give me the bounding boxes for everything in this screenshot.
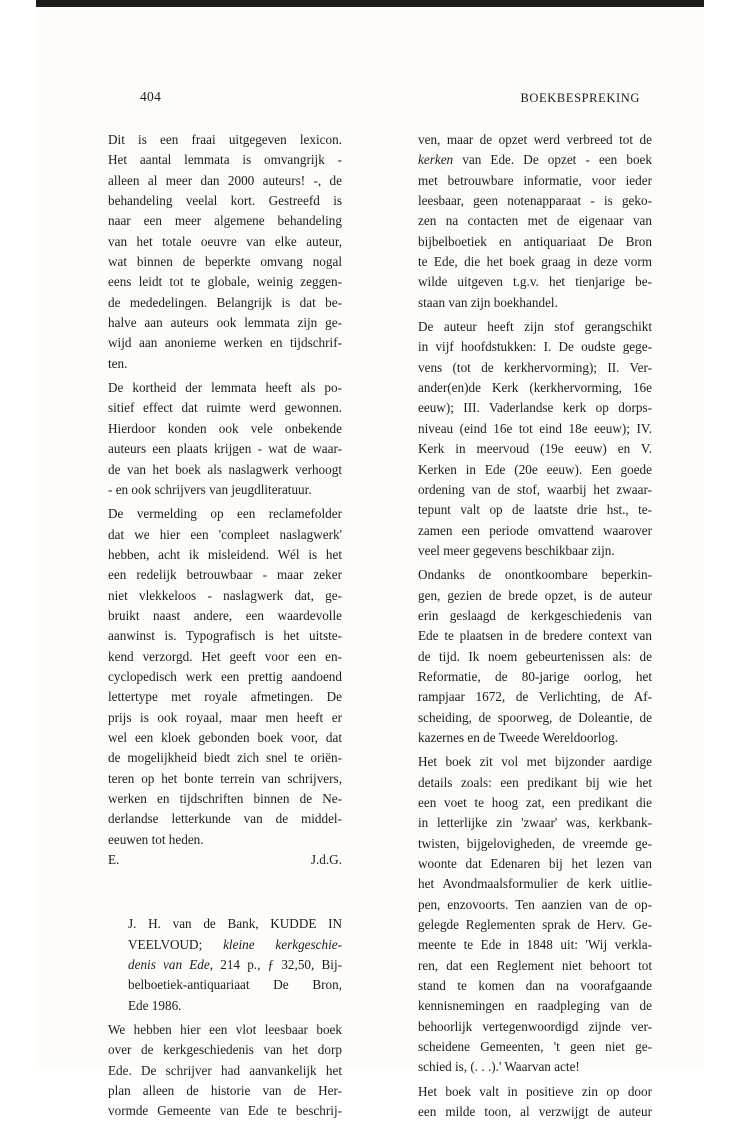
text-line: erin geslaagd de kerkgeschiedenis van (418, 607, 652, 623)
text-line: de tijd. Ik noem gebeurtenissen als: de (418, 648, 652, 664)
text-line: wijd aan anonieme werken en tijdschrif- (108, 335, 342, 351)
reviewer-initials: J.d.G. (310, 852, 342, 868)
text-line: van het totale oeuvre van elke auteur, (108, 233, 342, 249)
text-line: behandeling veelal kort. Gestreefd is (108, 193, 342, 209)
text-line: Het aantal lemmata is omvangrijk - (108, 152, 342, 168)
line: ven, maar de opzet werd verbreed tot de (418, 132, 652, 147)
text-line: zen na contacten met de eigenaar van (418, 213, 652, 229)
text-line: scheiding, de spoorweg, de Doleantie, de (418, 709, 652, 725)
text-line: Ede te plaatsen in de bredere context van (418, 628, 652, 644)
text-line: Kerk in meervoud (19e eeuw) en V. (418, 441, 652, 457)
text-line: het Avondmaalsformulier de kerk uitlie- (418, 876, 652, 892)
text-line: ten. (108, 355, 128, 371)
text-line: vormde Gemeente van Ede te beschrij- (108, 1103, 342, 1119)
text-line: een redelijk betrouwbaar - maar zeker (108, 567, 342, 583)
text-line: Reformatie, de 80-jarige oorlog, het (418, 668, 652, 684)
text-line: De vermelding op een reclamefolder (108, 506, 342, 522)
running-head: BOEKBESPREKING (520, 91, 640, 105)
text-line: Kerken in Ede (20e eeuw). Een goede (418, 461, 652, 477)
review2-heading (108, 914, 342, 1016)
text-line: Hierdoor konden ook vele onbekende (108, 420, 342, 436)
text-line: een voet te hoog zat, een predikant die (418, 795, 652, 810)
text-line: teren op het bonte terrein van schrijvers, (108, 770, 342, 786)
text-line: eeuwen tot heden. (108, 831, 204, 847)
text-line: naar een meer algemene behandeling (108, 213, 342, 229)
text-line: wilde uitgeven t.g.v. het tienjarige be- (418, 274, 652, 290)
text-line: - en ook schrijvers van jeugdliteratuur. (108, 481, 312, 497)
text-line: pen, enzovoorts. Ten aanzien van de op- (418, 896, 652, 912)
signature-initial: E. (108, 852, 120, 868)
text-line: ander(en)de Kerk (kerkhervorming, 16e (418, 380, 652, 396)
review2-paragraph-2 (418, 317, 652, 561)
text-line: De kortheid der lemmata heeft als po- (108, 380, 342, 396)
review2-heading-line-3: denis van Ede, 214 p., ƒ 32,50, Bij- (128, 957, 342, 973)
text-line: staan van zijn boekhandel. (418, 294, 558, 310)
text-line: dat we hier een 'compleet naslagwerk' (108, 526, 342, 542)
text-line: in vijf hoofdstukken: I. De oudste gege- (418, 339, 652, 355)
text-line: niet vlekkeloos - naslagwerk dat, ge- (108, 587, 342, 603)
text-line: sitief effect dat ruimte werd gewonnen. (108, 400, 342, 416)
review2-paragraph-1 (108, 1020, 342, 1122)
text-line: scheidene Gemeenten, 't geen niet ge- (418, 1039, 652, 1055)
text-line: Het boek valt in positieve zin op door (418, 1083, 652, 1099)
text-line: derlandse letterkunde van de middel- (108, 811, 342, 827)
text-line: eeuw); III. Vaderlandse kerk op dorps- (418, 400, 652, 416)
review2-paragraph-1-cont (418, 130, 652, 313)
review2-paragraph-5 (418, 1082, 652, 1123)
text-line: auteurs een plaats krijgen - wat de waar- (108, 441, 342, 457)
text-line: meente te Ede in 1848 uit: 'Wij verkla- (418, 937, 652, 953)
text-line: wel een kloek gebonden boek voor, dat (108, 729, 342, 745)
text-line: de mogelijkheid biedt zich snel te oriën- (108, 750, 342, 766)
text-line: Het boek zit vol met bijzonder aardige (418, 754, 652, 770)
review2-heading-line-5: Ede 1986. (128, 997, 182, 1013)
text-line: hebben, acht ik misleidend. Wél is het (108, 546, 342, 562)
text-line: tepunt valt op de laatste drie hst., te- (418, 502, 652, 518)
text-line: bijbelboetiek en antiquariaat De Bron (418, 233, 652, 249)
scan-edge (36, 0, 704, 7)
text-line: woonte dat Edenaren bij het lezen van (418, 856, 652, 872)
text-line: over de kerkgeschiedenis van het dorp (108, 1042, 342, 1058)
text-line: kazernes en de Tweede Wereldoorlog. (418, 729, 619, 745)
text-line: ordening van de stof, waarbij het zwaar- (418, 481, 652, 497)
text-line: gen, gezien de brede opzet, is de auteur (418, 587, 652, 603)
text-line: rampjaar 1672, de Verlichting, de Af- (418, 689, 652, 705)
text-line: Dit is een fraai uitgegeven lexicon. (108, 132, 342, 147)
text-line: een milde toon, al verzwijgt de auteur (418, 1104, 652, 1120)
text-line: aanwinst is. Typografisch is het uitste- (108, 628, 342, 644)
review1-paragraph-2 (108, 378, 342, 500)
text-line: vens (tot de kerkhervorming); II. Ver- (418, 359, 652, 375)
review1-paragraph-3 (108, 504, 342, 850)
text-line: werken en tijdschriften binnen de Ne- (108, 791, 342, 806)
text-line: prijs is ook royaal, maar men heeft er (108, 709, 342, 725)
text-line: lettertype met royale afmetingen. De (108, 689, 342, 705)
text-line: twisten, bijgelovigheden, de vreemde ge- (418, 835, 652, 851)
text-line: We hebben hier een vlot leesbaar boek (108, 1022, 342, 1038)
text-line: in letterlijke zin 'zwaar' was, kerkbank- (418, 815, 652, 831)
text-line: ren, dat een Reglement niet behoort tot (418, 957, 652, 973)
text-line: veel meer gegevens beschikbaar zijn. (418, 542, 615, 558)
text-line: te Ede, die het boek graag in deze vorm (418, 254, 652, 270)
line: kerken van Ede. De opzet - een boek (418, 152, 652, 168)
text-line: zamen een periode omvattend waarover (418, 522, 652, 538)
text-line: cyclopedisch werk een prettig aandoend (108, 668, 342, 684)
text-line: de mededelingen. Belangrijk is dat be- (108, 294, 342, 310)
left-column (108, 130, 342, 1122)
text-line: de van het boek als naslagwerk verhoogt (108, 461, 342, 477)
review1-signature (108, 850, 342, 870)
text-line: details zoals: een predikant bij wie het (418, 774, 652, 790)
review1-paragraph-1 (108, 130, 342, 374)
text-line: De auteur heeft zijn stof gerangschikt (418, 319, 652, 335)
review2-paragraph-3 (418, 565, 652, 748)
review2-heading-line-1: J. H. van de Bank, KUDDE IN (128, 916, 342, 932)
review2-paragraph-4 (418, 752, 652, 1078)
text-line: behoorlijk vertegenwoordigd zijnde ver- (418, 1018, 652, 1034)
text-line: met betrouwbare informatie, voor ieder (418, 172, 652, 188)
text-line: gelegde Reglementen sprak de Herv. Ge- (418, 917, 652, 933)
review2-heading-line-2: VEELVOUD; kleine kerkgeschie- (128, 936, 342, 952)
text-line: kend verzorgd. Het geeft voor een en- (108, 648, 342, 664)
text-line: leesbaar, geen notenapparaat - is geko- (418, 193, 652, 209)
right-column (418, 130, 652, 1123)
review2-heading-line-4: belboetiek-antiquariaat De Bron, (128, 977, 342, 993)
text-line: plan alleen de historie van de Her- (108, 1083, 342, 1099)
text-line: Ede. De schrijver had aanvankelijk het (108, 1062, 342, 1078)
text-line: bruikt naast andere, een waardevolle (108, 607, 342, 623)
text-line: eens leidt tot te globale, weinig zeggen- (108, 274, 342, 290)
text-line: alleen al meer dan 2000 auteurs! -, de (108, 172, 342, 188)
text-line: wat binnen de beperkte omvang nogal (108, 254, 342, 270)
book-page (36, 7, 704, 1120)
text-line: stand te komen dan na voorafgaande (418, 978, 652, 994)
text-line: Ondanks de onontkoombare beperkin- (418, 567, 652, 583)
text-line: niveau (eind 16e tot eind 18e eeuw); IV. (418, 420, 652, 436)
text-line: halve aan auteurs ook lemmata zijn ge- (108, 315, 342, 331)
text-line: kennisnemingen en raadpleging van de (418, 998, 652, 1014)
text-line: schied is, (. . .).' Waarvan acte! (418, 1059, 580, 1075)
page-number: 404 (140, 89, 162, 104)
